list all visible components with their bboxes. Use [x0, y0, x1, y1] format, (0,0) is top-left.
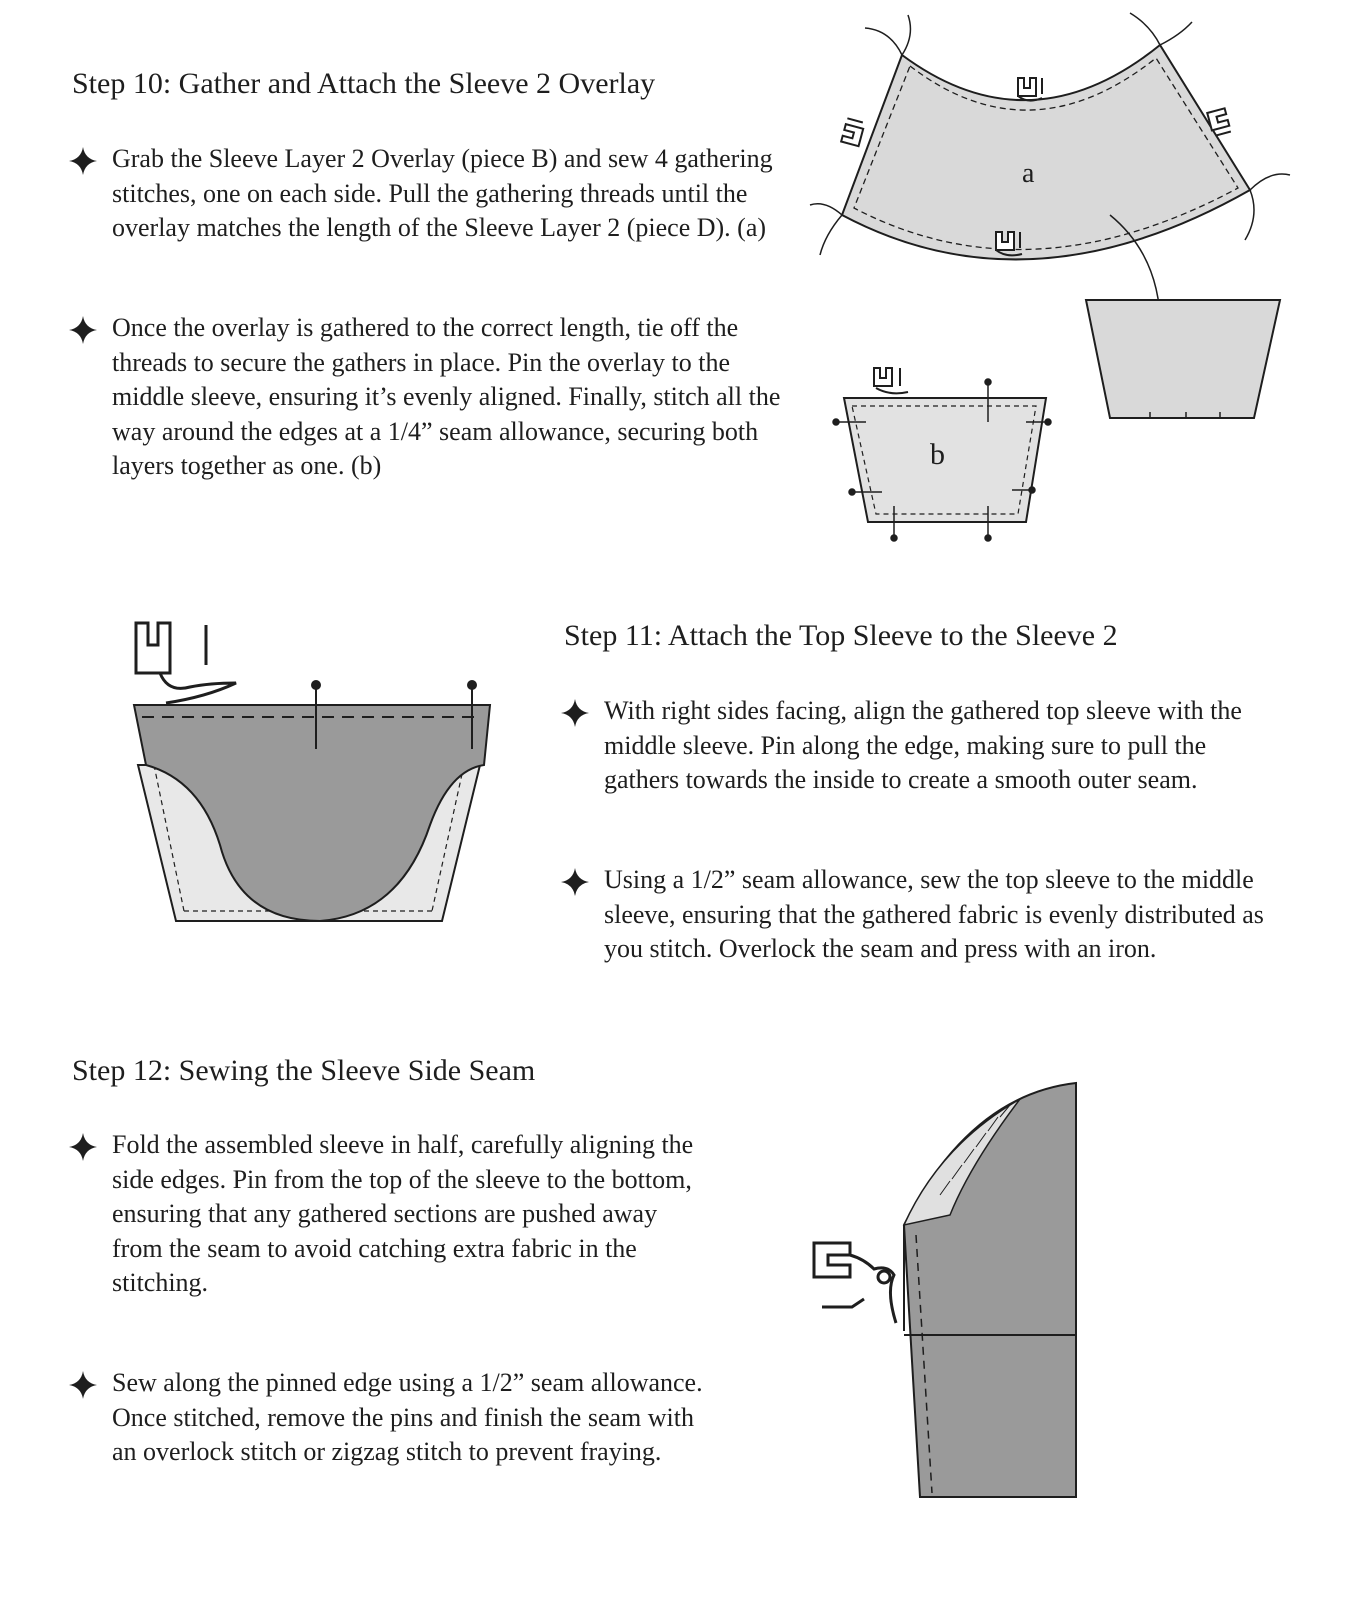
illustration-step-12-side-seam — [820, 1075, 1100, 1535]
step-10-bullet-1-text: Grab the Sleeve Layer 2 Overlay (piece B) and sew 4 gathering stitches, one on each side. Pull the gathering threads until the overlay matches the length of the Sleeve Layer 2 (piece D). (a) — [112, 144, 773, 242]
step-10-bullet-2 — [68, 311, 788, 484]
presser-foot-icon — [874, 368, 908, 393]
label-a: a — [1022, 158, 1035, 189]
four-point-star-icon — [560, 867, 590, 897]
step-11-bullet-1-text: With right sides facing, align the gathered top sleeve with the middle sleeve. Pin along the edge, making sure to pull the gathers towards the inside to create a smooth outer seam. — [604, 696, 1242, 794]
step-12-bullet-2-text: Sew along the pinned edge using a 1/2” seam allowance. Once stitched, remove the pins and finish the seam with an overlock stitch or zigzag stitch to prevent fraying. — [112, 1368, 703, 1466]
step-10-title: Step 10: Gather and Attach the Sleeve 2 Overlay — [72, 67, 656, 100]
step-12-bullet-1 — [68, 1128, 708, 1301]
four-point-star-icon — [68, 1370, 98, 1400]
presser-foot-icon — [1018, 78, 1042, 101]
presser-foot-icon — [136, 623, 236, 703]
step-12-bullet-2 — [68, 1366, 708, 1470]
four-point-star-icon — [560, 698, 590, 728]
four-point-star-icon — [68, 1132, 98, 1162]
step-10-bullet-2-text: Once the overlay is gathered to the correct length, tie off the threads to secure the gathers in place. Pin the overlay to the middle sleeve, ensuring it’s evenly aligned. Finally, stitch all the way around the edges at a 1/4” seam allowance, securing both layers together as one. (b) — [112, 313, 781, 480]
four-point-star-icon — [68, 146, 98, 176]
step-12-bullet-1-text: Fold the assembled sleeve in half, carefully aligning the side edges. Pin from the top of the sleeve to the bottom, ensuring that any gathered sections are pushed away from the seam to avoid catching extra fabric in the stitching. — [112, 1130, 694, 1297]
label-b: b — [930, 438, 945, 471]
presser-foot-icon — [814, 1243, 896, 1323]
illustration-step-11-attach-top-sleeve — [120, 615, 520, 935]
step-10-bullet-1 — [68, 142, 788, 246]
illustration-b-pinned-overlay — [830, 360, 1070, 550]
presser-foot-icon — [841, 118, 865, 146]
step-11-bullet-1 — [560, 694, 1260, 798]
step-12-title: Step 12: Sewing the Sleeve Side Seam — [72, 1054, 536, 1087]
four-point-star-icon — [68, 315, 98, 345]
step-11-bullet-2-text: Using a 1/2” seam allowance, sew the top sleeve to the middle sleeve, ensuring that the gathered fabric is evenly distributed as you stitch. Overlock the seam and press with an iron. — [604, 865, 1264, 963]
step-11-bullet-2 — [560, 863, 1270, 967]
step-11-title: Step 11: Attach the Top Sleeve to the Sleeve 2 — [564, 619, 1118, 652]
